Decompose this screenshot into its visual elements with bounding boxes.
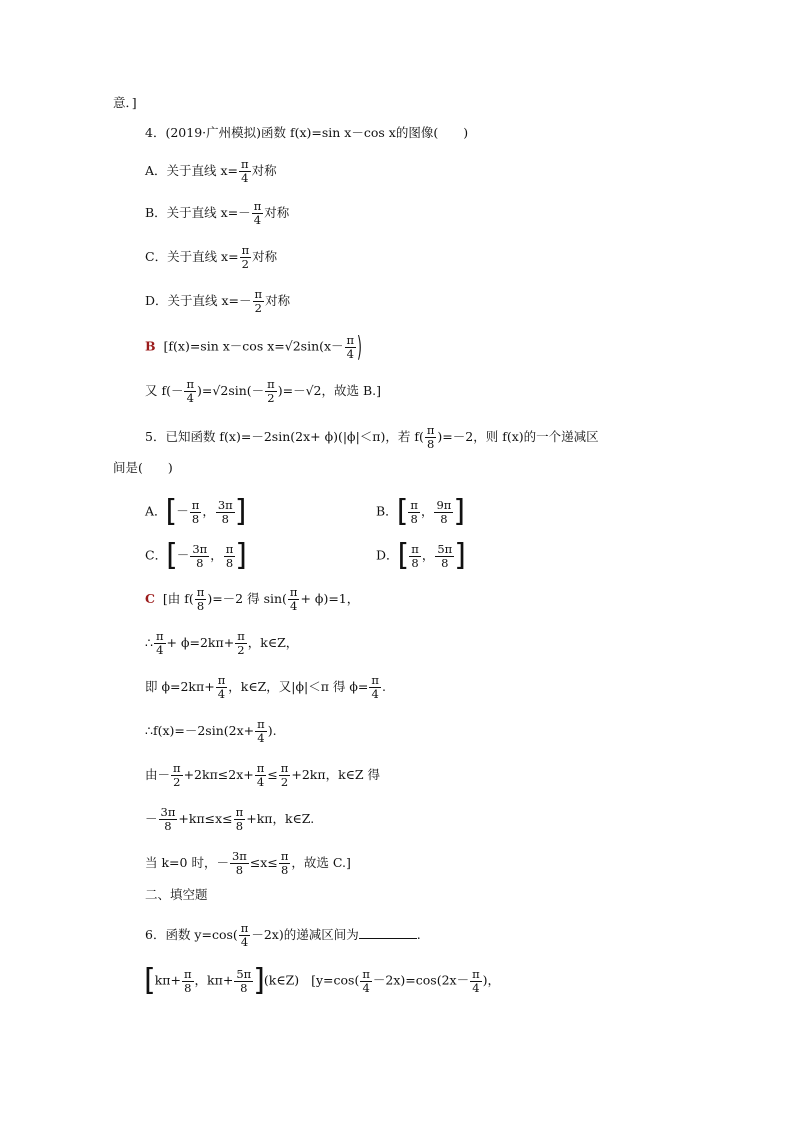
denominator: 8 [426, 437, 435, 451]
denominator: 8 [280, 863, 289, 877]
answer-tag: C [145, 591, 155, 606]
text: + ϕ=2kπ+ [166, 635, 235, 650]
question-text: 4．(2019·广州模拟)函数 f(x)=sin x－cos x的图像( ) [145, 125, 469, 140]
fraction [360, 968, 372, 995]
denominator: 8 [196, 555, 204, 570]
answer-4 [145, 332, 362, 362]
option-a: A．[－ $\frac{\pi}{8}$ ， $\frac{3\pi}{8}$ ] [145, 494, 247, 529]
denominator: 8 [440, 511, 448, 526]
option-d [145, 288, 290, 315]
text: +kπ≤x≤ [178, 811, 233, 826]
paren: ) [357, 330, 363, 363]
text-line [113, 95, 137, 111]
denominator: 4 [290, 599, 298, 613]
fraction [425, 424, 437, 451]
fraction [182, 968, 194, 995]
denominator: 8 [225, 555, 234, 570]
fraction [239, 158, 251, 185]
numerator: 5π [236, 966, 252, 981]
denominator: 4 [371, 687, 379, 701]
text: + ϕ)=1， [300, 591, 360, 606]
numerator: π [240, 921, 249, 935]
numerator: π [267, 377, 275, 391]
denominator: 8 [240, 980, 248, 995]
answer-text: [f(x)=sin x－cos x=√2sin(x－ [163, 338, 344, 354]
fraction [195, 586, 207, 613]
numerator: π [196, 585, 205, 599]
option-b: B．[ $\frac{\pi}{8}$ ， $\frac{9\pi}{8}$ ] [376, 494, 466, 529]
fraction [190, 499, 202, 526]
option-text: 对称 [251, 163, 277, 178]
question-text: . [416, 927, 421, 942]
bracket: ] [235, 538, 247, 573]
numerator: π [362, 966, 370, 981]
text: 当 k=0 时，－ [145, 855, 229, 870]
denominator: 2 [280, 775, 289, 789]
text: ，k∈Z，又|ϕ|＜π 得 ϕ= [228, 679, 369, 694]
question-5 [145, 424, 599, 451]
numerator: π [253, 199, 262, 213]
fraction [434, 499, 453, 526]
question-text: －2x)的递减区间为 [251, 927, 359, 942]
denominator: 2 [237, 643, 245, 657]
numerator: π [280, 849, 289, 863]
numerator: π [235, 805, 244, 819]
fraction [408, 499, 420, 526]
option-text: D．关于直线 x=－ [145, 293, 252, 308]
denominator: 8 [411, 555, 419, 570]
numerator: π [257, 717, 265, 731]
numerator: π [410, 497, 418, 512]
numerator: π [217, 673, 226, 687]
denominator: 4 [217, 687, 226, 701]
denominator: 8 [164, 819, 172, 833]
fraction [255, 718, 267, 745]
answer-5-line2 [145, 630, 298, 657]
fraction [154, 630, 166, 657]
numerator: π [411, 541, 419, 556]
question-6 [145, 922, 421, 949]
fraction [265, 378, 277, 405]
option-label: A． [145, 503, 167, 519]
numerator: π [186, 377, 195, 391]
fraction [190, 543, 209, 570]
bracket: [ [166, 538, 178, 573]
text: +kπ，k∈Z. [246, 811, 315, 826]
numerator: π [241, 243, 250, 257]
answer-5-line7 [145, 850, 351, 877]
fraction [435, 543, 454, 570]
option-c: C．[－ $\frac{3\pi}{8}$ ， $\frac{\pi}{8}$ ] [145, 538, 247, 573]
text: － [145, 811, 158, 826]
option-text: 对称 [264, 205, 290, 220]
denominator: 4 [156, 643, 164, 657]
answer-4-line2 [145, 378, 381, 405]
text: )， [482, 972, 501, 988]
numerator: π [254, 287, 263, 301]
denominator: 8 [191, 511, 200, 526]
fraction [224, 543, 236, 570]
fraction [216, 499, 235, 526]
numerator: 3π [192, 541, 208, 556]
text: kπ+ [154, 972, 181, 988]
question-5-line2 [113, 460, 173, 476]
fraction [470, 968, 482, 995]
denominator: 2 [173, 775, 181, 789]
denominator: 8 [235, 863, 244, 877]
numerator: 3π [231, 849, 247, 863]
text: ，kπ+ [194, 972, 234, 988]
denominator: 8 [221, 511, 229, 526]
text: ∴f(x)=－2sin(2x+ [145, 723, 255, 738]
fraction [409, 543, 421, 570]
numerator: 3π [217, 497, 233, 512]
denominator: 4 [240, 935, 249, 949]
text: ，k∈Z， [247, 635, 299, 650]
text: . [381, 679, 386, 694]
bracket: ] [454, 538, 466, 573]
answer-tag: B [145, 338, 156, 354]
denominator: 4 [186, 391, 194, 405]
numerator: 9π [436, 497, 452, 512]
denominator: 4 [346, 346, 354, 361]
text: ). [267, 723, 277, 738]
text: )=－2 得 sin( [207, 591, 287, 606]
numerator: π [346, 332, 355, 347]
fraction [369, 674, 381, 701]
numerator: π [256, 761, 265, 775]
numerator: π [173, 761, 181, 775]
text: －2x)=cos(2x－ [372, 972, 470, 988]
fraction [288, 586, 300, 613]
option-c [145, 244, 277, 271]
denominator: 8 [235, 819, 244, 833]
text: 又 f(－ [145, 383, 184, 398]
fraction [234, 806, 246, 833]
answer-5-line5 [145, 762, 380, 789]
fraction [234, 968, 253, 995]
text: )=√2sin(－ [197, 383, 265, 398]
question-text: 5．已知函数 f(x)=－2sin(2x+ ϕ)(|ϕ|＜π)，若 f( [145, 429, 424, 444]
numerator: π [472, 966, 480, 981]
numerator: π [371, 673, 379, 687]
numerator: 5π [437, 541, 453, 556]
option-d: D．[ $\frac{\pi}{8}$ ， $\frac{5\pi}{8}$ ] [376, 538, 466, 573]
fraction [252, 200, 264, 227]
text: )=－√2，故选 B.] [277, 383, 381, 398]
text: (k∈Z) [263, 972, 300, 988]
fraction [184, 378, 196, 405]
heading-text: 二、填空题 [145, 887, 208, 902]
text: 意．] [113, 95, 137, 110]
bracket: ] [234, 494, 247, 529]
denominator: 4 [362, 980, 370, 995]
denominator: 8 [441, 555, 449, 570]
question-text: 6．函数 y=cos( [145, 927, 238, 942]
fraction [255, 762, 267, 789]
answer-5-line6 [145, 806, 314, 833]
option-text: A．关于直线 x= [145, 163, 239, 178]
text: [y=cos( [311, 972, 360, 988]
answer-blank [359, 938, 417, 939]
option-text: C．关于直线 x= [145, 249, 239, 264]
text: ，故选 C.] [291, 855, 351, 870]
answer-6 [144, 963, 501, 998]
text: ≤ [267, 767, 278, 782]
option-text: 对称 [265, 293, 291, 308]
numerator: π [426, 423, 435, 437]
option-label: D． [376, 547, 399, 563]
denominator: 4 [241, 171, 249, 185]
bracket: ] [253, 963, 265, 998]
fraction [240, 244, 252, 271]
numerator: π [289, 585, 298, 599]
denominator: 8 [196, 599, 205, 613]
option-a [145, 158, 277, 185]
numerator: π [225, 541, 234, 556]
text: [由 f( [162, 591, 194, 606]
numerator: 3π [160, 805, 176, 819]
fraction [279, 850, 291, 877]
denominator: 2 [241, 257, 249, 271]
denominator: 2 [254, 301, 262, 315]
fraction [279, 762, 291, 789]
fraction [235, 630, 247, 657]
question-text: )=－2，则 f(x)的一个递减区 [437, 429, 599, 444]
fraction [230, 850, 249, 877]
answer-5-line3 [145, 674, 386, 701]
question-4 [145, 125, 468, 141]
denominator: 4 [257, 731, 265, 745]
text: 由－ [145, 767, 171, 782]
fraction [253, 288, 265, 315]
question-text: 间是( ) [113, 460, 173, 475]
fraction [239, 922, 251, 949]
option-label: C． [145, 547, 168, 563]
bracket: [ [144, 963, 156, 998]
section-heading [145, 887, 208, 903]
numerator: π [241, 157, 249, 171]
text: +2kπ，k∈Z 得 [291, 767, 381, 782]
denominator: 4 [253, 213, 262, 227]
option-b [145, 200, 289, 227]
numerator: π [191, 497, 200, 512]
denominator: 8 [184, 980, 192, 995]
text: ∴ [145, 635, 153, 650]
option-text: 对称 [252, 249, 278, 264]
text: +2kπ≤2x+ [183, 767, 254, 782]
bracket: [ [397, 538, 410, 573]
text: 即 ϕ=2kπ+ [145, 679, 215, 694]
numerator: π [280, 761, 289, 775]
answer-5-line4 [145, 718, 277, 745]
denominator: 4 [472, 980, 480, 995]
numerator: π [237, 629, 245, 643]
denominator: 2 [267, 391, 275, 405]
fraction [216, 674, 228, 701]
denominator: 4 [256, 775, 265, 789]
answer-5-line1 [145, 586, 359, 613]
denominator: 8 [410, 511, 418, 526]
bracket: ] [453, 494, 466, 529]
text: ≤x≤ [249, 855, 278, 870]
bracket: [ [165, 494, 178, 529]
numerator: π [183, 966, 192, 981]
numerator: π [155, 629, 164, 643]
fraction [345, 334, 357, 361]
fraction [159, 806, 178, 833]
option-text: B．关于直线 x=－ [145, 205, 251, 220]
fraction [171, 762, 183, 789]
option-label: B． [376, 503, 398, 519]
bracket: [ [396, 494, 409, 529]
